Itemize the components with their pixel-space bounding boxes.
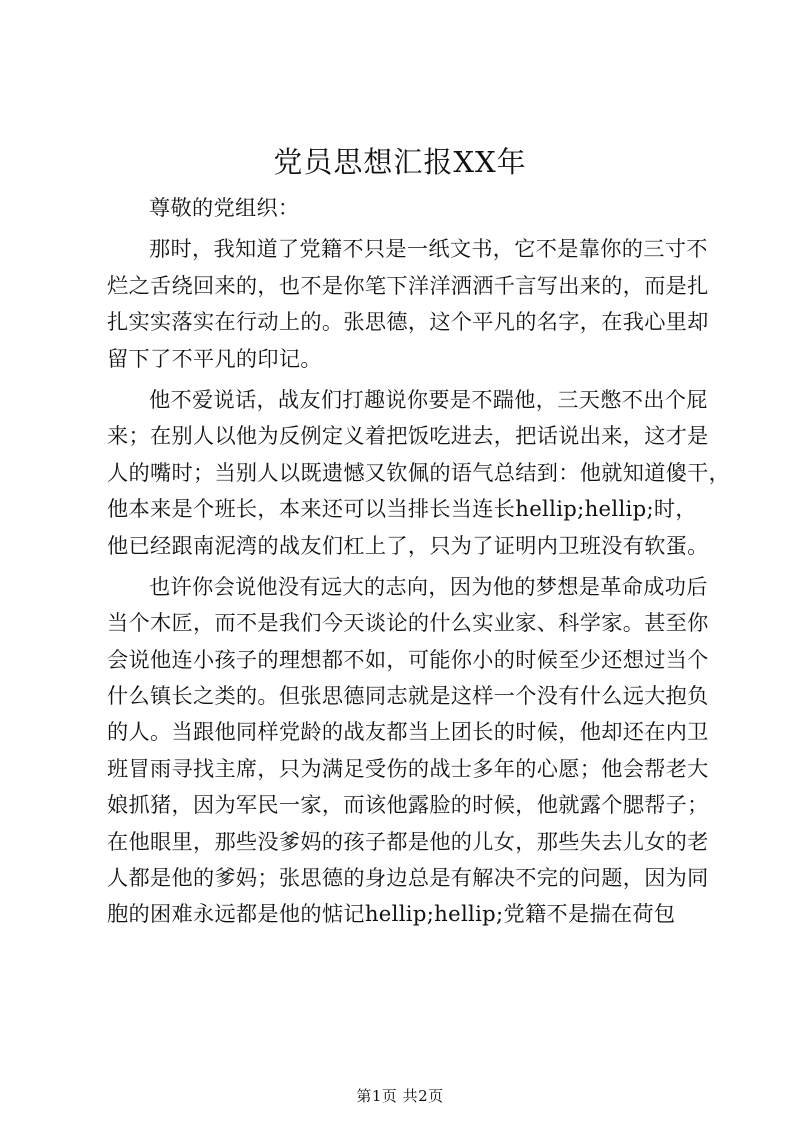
text-line: 烂之舌绕回来的，也不是你笔下洋洋洒洒千言写出来的，而是扎 xyxy=(107,272,709,298)
text-line: 会说他连小孩子的理想都不如，可能你小的时候至少还想过当个 xyxy=(107,646,709,672)
text-line: 留下了不平凡的印记。 xyxy=(107,345,322,371)
text-line: 他本来是个班长，本来还可以当排长当连长hellip;hellip;时， xyxy=(107,496,697,522)
text-line: 当个木匠，而不是我们今天谈论的什么实业家、科学家。甚至你 xyxy=(107,610,709,636)
paragraph-1 xyxy=(107,231,717,377)
document-title: 党员思想汇报XX年 xyxy=(273,145,527,179)
text-line: 班冒雨寻找主席，只为满足受伤的战士多年的心愿；他会帮老大 xyxy=(107,755,709,781)
text-line: 也许你会说他没有远大的志向，因为他的梦想是革命成功后 xyxy=(149,573,708,599)
text-line: 的人。当跟他同样党龄的战友都当上团长的时候，他却还在内卫 xyxy=(107,719,709,745)
text-line: 什么镇长之类的。但张思德同志就是这样一个没有什么远大抱负 xyxy=(107,683,709,709)
salutation: 尊敬的党组织： xyxy=(149,195,300,220)
paragraph-2 xyxy=(107,382,731,564)
paragraph-3 xyxy=(107,569,717,933)
text-line: 他不爱说话，战友们打趣说你要是不踹他，三天憋不出个屁 xyxy=(149,386,708,412)
text-line: 来；在别人以他为反例定义着把饭吃进去，把话说出来，这才是 xyxy=(107,423,709,449)
text-line: 胞的困难永远都是他的惦记hellip;hellip;党籍不是揣在荷包 xyxy=(107,901,676,927)
text-line: 那时，我知道了党籍不只是一纸文书，它不是靠你的三寸不 xyxy=(149,236,708,262)
text-line: 人都是他的爹妈；张思德的身边总是有解决不完的问题，因为同 xyxy=(107,865,709,891)
text-line: 扎实实落实在行动上的。张思德，这个平凡的名字，在我心里却 xyxy=(107,309,709,335)
text-line: 娘抓猪，因为军民一家，而该他露脸的时候，他就露个腮帮子； xyxy=(107,792,709,818)
page-number: 第1页 共2页 xyxy=(356,1087,444,1105)
text-line: 在他眼里，那些没爹妈的孩子都是他的儿女，那些失去儿女的老 xyxy=(107,828,709,854)
text-line: 人的嘴时；当别人以既遗憾又钦佩的语气总结到：他就知道傻干， xyxy=(107,459,731,485)
document-body xyxy=(107,190,731,933)
text-line: 他已经跟南泥湾的战友们杠上了，只为了证明内卫班没有软蛋。 xyxy=(107,532,709,558)
